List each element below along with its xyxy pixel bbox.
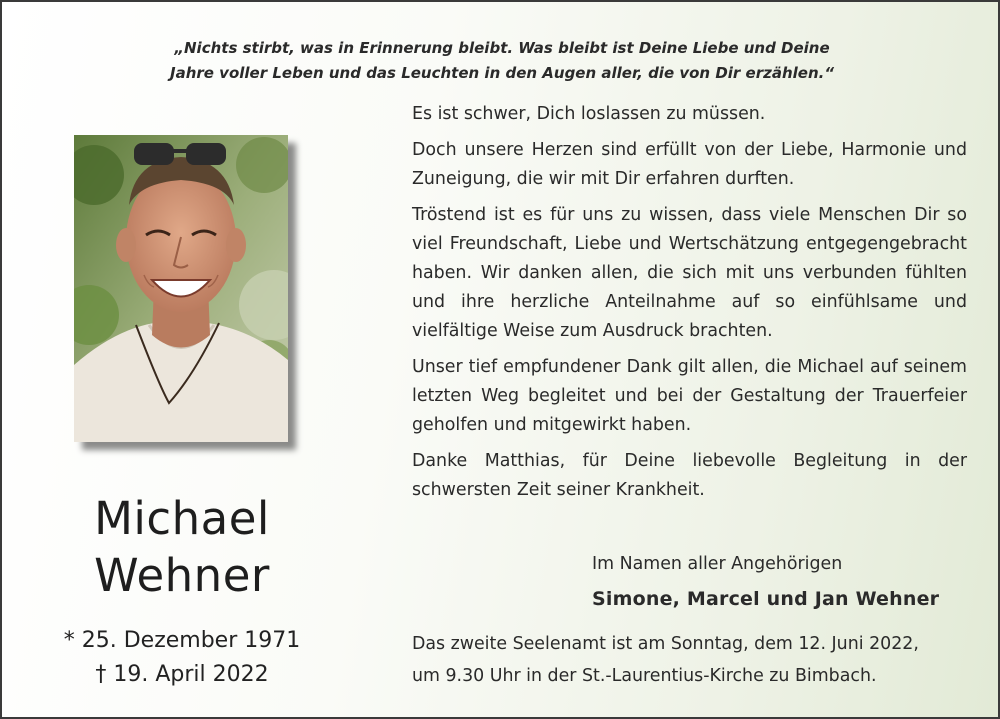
signature-intro: Im Namen aller Angehörigen [592, 554, 843, 574]
motto-line-2: Jahre voller Leben und das Leuchten in den Augen aller, die von Dir erzählen.“ [170, 64, 834, 82]
portrait-photo [74, 135, 288, 442]
death-date: † 19. April 2022 [95, 662, 269, 687]
first-name: Michael [94, 492, 270, 545]
deceased-name [42, 490, 322, 604]
last-name: Wehner [94, 549, 270, 602]
notice-line-1: Das zweite Seelenamt ist am Sonntag, dem 12. Juni 2022, [412, 634, 919, 654]
birth-date: * 25. Dezember 1971 [63, 628, 301, 653]
signature-block [592, 550, 972, 614]
life-dates [42, 624, 322, 692]
portrait-illustration [74, 135, 288, 442]
signature-names: Simone, Marcel und Jan Wehner [592, 588, 940, 610]
motto-quote [152, 36, 852, 86]
paragraph-4: Unser tief empfundener Dank gilt allen, die Michael auf seinem letzten Weg begleitet und bei der Gestaltung der Trauerfeier geholfen und mitgewirkt haben. [412, 357, 967, 435]
paragraph-1: Es ist schwer, Dich loslassen zu müssen. [412, 104, 766, 124]
motto-line-1: „Nichts stirbt, was in Erinnerung bleibt. Was bleibt ist Deine Liebe und Deine [174, 39, 830, 57]
memorial-service-notice [412, 628, 967, 692]
notice-line-2: um 9.30 Uhr in der St.-Laurentius-Kirche zu Bimbach. [412, 666, 877, 686]
paragraph-5: Danke Matthias, für Deine liebevolle Begleitung in der schwersten Zeit seiner Krankheit. [412, 451, 967, 500]
paragraph-3: Tröstend ist es für uns zu wissen, dass viele Menschen Dir so viel Freundschaft, Liebe und Wertschätzung entgegengebracht haben. Wir danken allen, die sich mit uns verbunden fühlten und ihre herzliche Anteilnahme auf so einfühlsame und vielfältige Weise zum Ausdruck brachten. [412, 205, 967, 341]
paragraph-2: Doch unsere Herzen sind erfüllt von der Liebe, Harmonie und Zuneigung, die wir mit Dir erfahren durften. [412, 140, 967, 189]
obituary-text [412, 100, 967, 512]
